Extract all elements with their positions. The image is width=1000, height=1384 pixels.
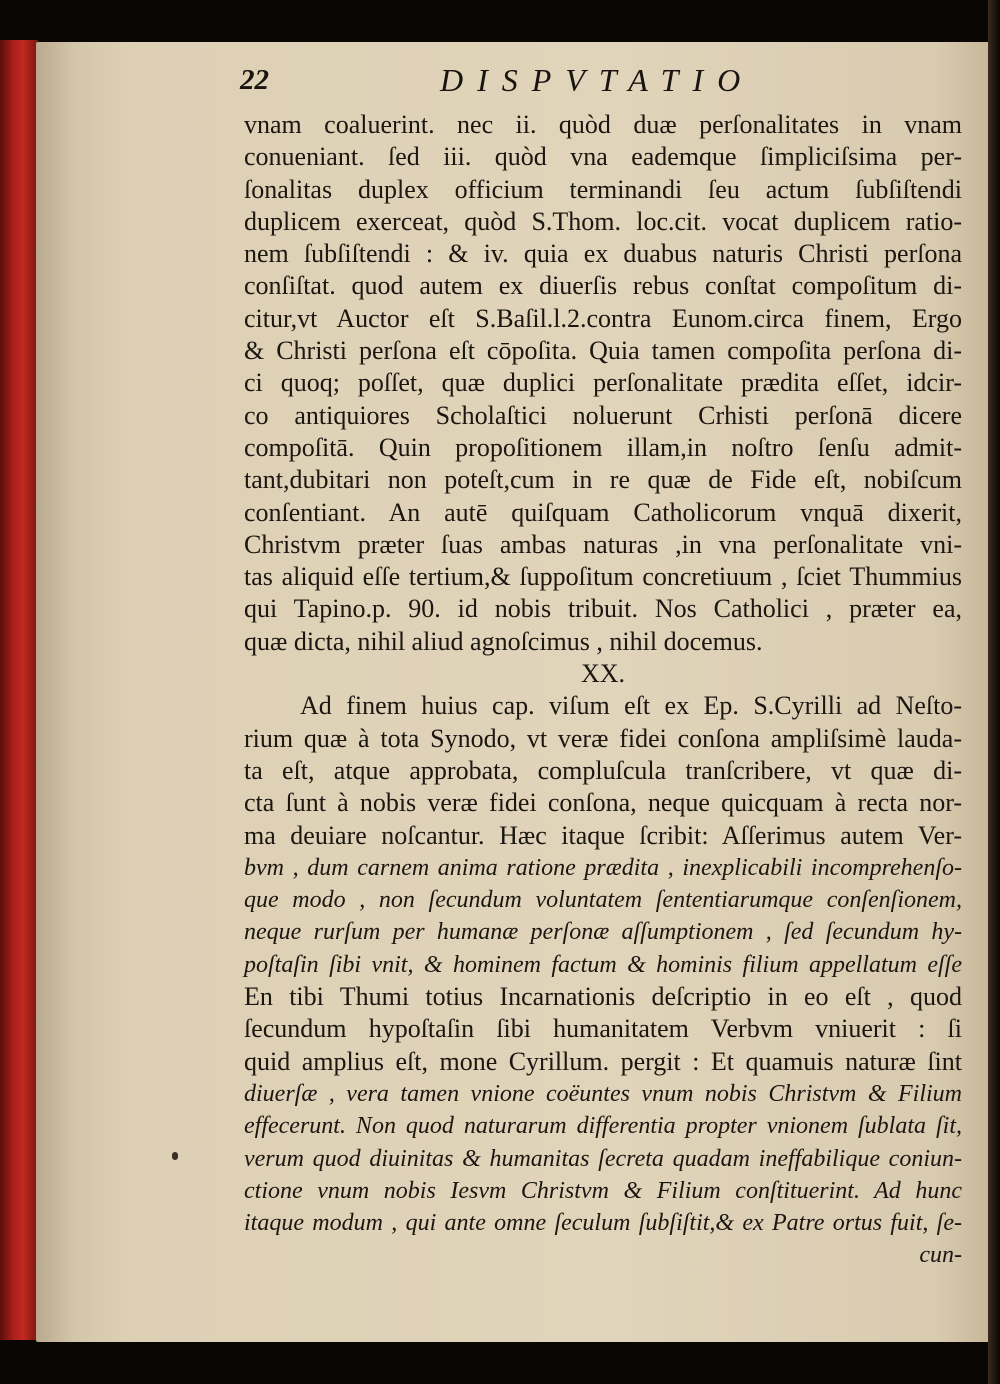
text-line: duplicem exerceat, quòd S.Thom. loc.cit. vocat duplicem ratio- bbox=[244, 206, 962, 236]
text-line-quote: effecerunt. Non quod naturarum differentia propter vnionem ſublata ſit, bbox=[244, 1113, 962, 1140]
text-line: ma deuiare noſcantur. Hæc itaque ſcribit: Aſſerimus autem Ver- bbox=[244, 820, 962, 850]
text-line: conueniant. ſed iii. quòd vna eademque ſimpliciſsima per- bbox=[244, 142, 962, 172]
page-number: 22 bbox=[240, 64, 269, 96]
section-number: XX. bbox=[580, 659, 626, 689]
text-line-quote: ctione vnum nobis Iesvm Christvm & Filium conſtituerint. Ad hunc bbox=[244, 1177, 962, 1204]
text-line-quote: bvm , dum carnem anima ratione prædita , inexplicabili incomprehenſo- bbox=[244, 854, 962, 881]
text-line-quote: diuerſæ , vera tamen vnione coëuntes vnum nobis Christvm & Filium bbox=[244, 1080, 962, 1107]
text-line: ta eſt, atque approbata, compluſcula tranſcribere, vt quæ di- bbox=[244, 755, 962, 785]
text-line: nem ſubſiſtendi : & iv. quia ex duabus naturis Christi perſona bbox=[244, 239, 962, 269]
text-line: ci quoq; poſſet, quæ duplici perſonalitate prædita eſſet, idcir- bbox=[244, 368, 962, 398]
text-line: co antiquiores Scholaſtici noluerunt Crhisti perſonā dicere bbox=[244, 400, 962, 430]
text-line: quæ dicta, nihil aliud agnoſcimus , nihil docemus. bbox=[244, 626, 763, 656]
text-line: Ad finem huius cap. viſum eſt ex Ep. S.Cyrilli ad Neſto- bbox=[300, 691, 962, 721]
red-page-edge bbox=[0, 40, 38, 1340]
text-line-quote: verum quod diuinitas & humanitas ſecreta quadam ineffabilique coniun- bbox=[244, 1145, 962, 1172]
text-line-quote: que modo , non ſecundum voluntatem ſententiarumque conſenſionem, bbox=[244, 887, 962, 914]
running-title: DISPVTATIO bbox=[440, 62, 755, 98]
catchword: cun- bbox=[919, 1242, 962, 1269]
text-line: Christvm præter ſuas ambas naturas ,in vna perſonalitate vni- bbox=[244, 529, 962, 559]
text-line: quid amplius eſt, mone Cyrillum. pergit : Et quamuis naturæ ſint bbox=[244, 1046, 962, 1076]
text-line: tant,dubitari non poteſt,cum in re quæ de Fide eſt, nobiſcum bbox=[244, 465, 962, 495]
text-line: qui Tapino.p. 90. id nobis tribuit. Nos Catholici , præter ea, bbox=[244, 594, 962, 624]
text-line: tas aliquid eſſe tertium,& ſuppoſitum concretiuum , ſciet Thummius bbox=[244, 562, 962, 592]
page-body bbox=[244, 109, 962, 1272]
ink-spot bbox=[172, 1152, 178, 1160]
text-line-quote: neque rurſum per humanæ perſonæ aſſumptionem , ſed ſecundum hy- bbox=[244, 919, 962, 946]
text-line: conſentiant. An autē quiſquam Catholicorum vnquā dixerit, bbox=[244, 497, 962, 527]
text-line: ſonalitas duplex officium terminandi ſeu actum ſubſiſtendi bbox=[244, 174, 962, 204]
page-header bbox=[240, 64, 980, 104]
text-line: vnam coaluerint. nec ii. quòd duæ perſonalitates in vnam bbox=[244, 110, 962, 139]
text-line: En tibi Thumi totius Incarnationis deſcriptio in eo eſt , quod bbox=[244, 982, 962, 1012]
text-line: ſecundum hypoſtaſin ſibi humanitatem Verbvm vniuerit : ſi bbox=[244, 1014, 962, 1044]
text-line-quote: itaque modum , qui ante omne ſeculum ſubſiſtit,& ex Patre ortus fuit, ſe- bbox=[244, 1210, 962, 1237]
text-line: citur,vt Auctor eſt S.Baſil.l.2.contra Eunom.circa finem, Ergo bbox=[244, 303, 962, 333]
text-line: cta ſunt à nobis veræ fidei conſona, neque quicquam à recta nor- bbox=[244, 788, 962, 818]
text-line-quote: poſtaſin ſibi vnit, & hominem factum & hominis filium appellatum eſſe bbox=[244, 951, 962, 978]
text-line: compoſitā. Quin propoſitionem illam,in noſtro ſenſu admit- bbox=[244, 432, 962, 462]
text-line: conſiſtat. quod autem ex diuerſis rebus conſtat compoſitum di- bbox=[244, 271, 962, 301]
text-line: & Christi perſona eſt cōpoſita. Quia tamen compoſita perſona di- bbox=[244, 336, 962, 366]
book-gutter-shadow bbox=[988, 0, 1000, 1384]
text-line: rium quæ à tota Synodo, vt veræ fidei conſona ampliſsimè lauda- bbox=[244, 723, 962, 753]
